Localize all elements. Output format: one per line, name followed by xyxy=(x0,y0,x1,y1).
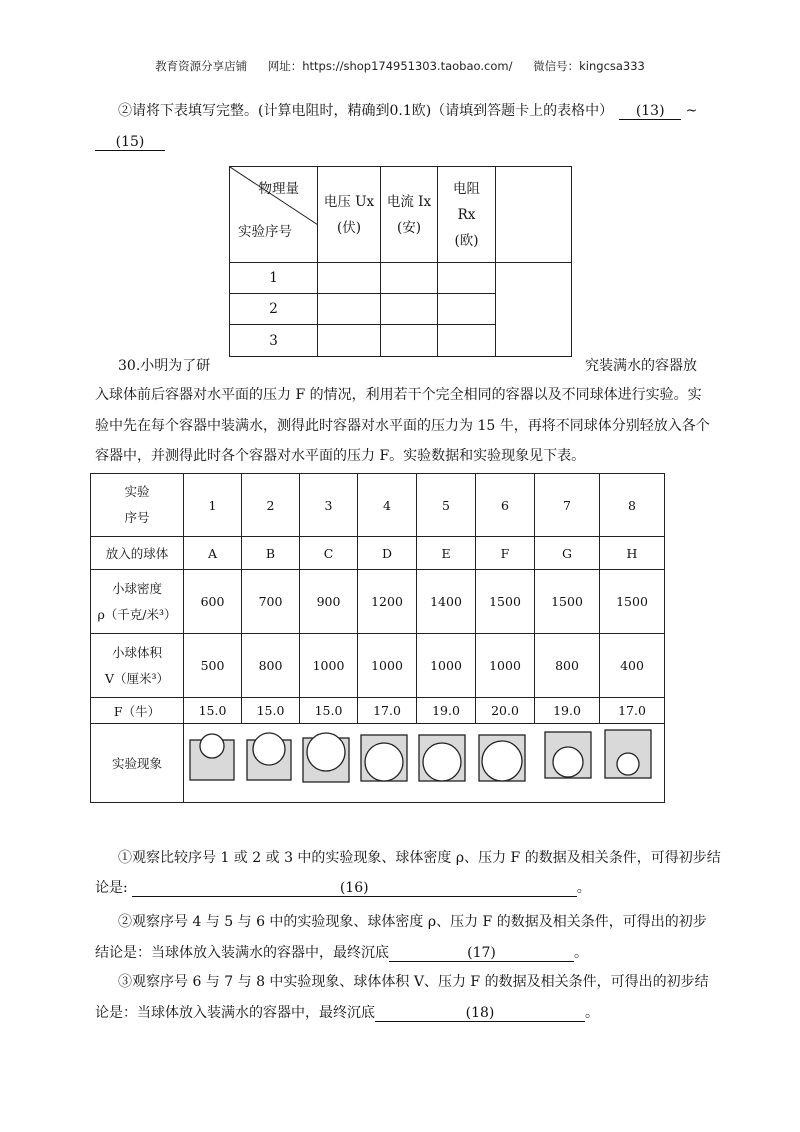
volume-cell: 800 xyxy=(242,634,300,698)
q2-text: ②请将下表填写完整。(计算电阻时，精确到0.1欧)（请填到答题卡上的表格中） xyxy=(118,103,614,119)
seq-cell: 2 xyxy=(242,474,300,537)
conclusion-1-line1: ①观察比较序号 1 或 2 或 3 中的实验现象、球体密度 ρ、压力 F 的数据及相关条件，可得初步结 xyxy=(118,850,721,866)
conclusion-3-line2: 论是：当球体放入装满水的容器中，最终沉底 (18) 。 xyxy=(95,1005,599,1021)
density-cell: 600 xyxy=(184,570,242,634)
cell-r2 xyxy=(438,294,496,325)
q2-instruction xyxy=(118,101,697,121)
conclusion-2-line2: 结论是：当球体放入装满水的容器中，最终沉底 (17) 。 xyxy=(95,945,588,961)
blank-13: (13) xyxy=(619,103,681,120)
q2-tilde: ~ xyxy=(685,103,698,119)
cell-u1 xyxy=(318,263,381,294)
ball-cell: D xyxy=(358,537,417,570)
volume-cell: 1000 xyxy=(358,634,417,698)
row-label: 1 xyxy=(230,263,318,294)
q30-line4: 容器中，并测得此时各个容器对水平面的压力 F。实验数据和实验现象见下表。 xyxy=(95,448,586,464)
volume-cell: 1000 xyxy=(417,634,476,698)
ball xyxy=(553,747,583,777)
ball-cell: A xyxy=(184,537,242,570)
phenomenon-drawing xyxy=(184,724,657,802)
cell-r3 xyxy=(438,325,496,357)
ball xyxy=(200,734,224,758)
force-cell: 19.0 xyxy=(417,698,476,724)
seq-cell: 8 xyxy=(600,474,665,537)
q30-line1-right: 究装满水的容器放 xyxy=(585,358,697,374)
ball-label: 放入的球体 xyxy=(91,537,184,570)
q30-line2: 入球体前后容器对水平面的压力 F 的情况，利用若干个完全相同的容器以及不同球体进行实验。实 xyxy=(95,387,702,403)
container-figure xyxy=(190,734,234,780)
container-figure xyxy=(303,733,349,782)
extra-header xyxy=(496,167,572,263)
container-figure xyxy=(545,732,591,778)
container-figure xyxy=(361,735,407,781)
cell-i2 xyxy=(381,294,438,325)
blank-16: (16) xyxy=(132,880,577,897)
cell-i1 xyxy=(381,263,438,294)
force-cell: 15.0 xyxy=(242,698,300,724)
force-cell: 17.0 xyxy=(600,698,665,724)
force-cell: 20.0 xyxy=(476,698,535,724)
shop-url: 网址：https://shop174951303.taobao.com/ xyxy=(267,59,513,73)
seq-cell: 3 xyxy=(300,474,358,537)
volume-cell: 800 xyxy=(535,634,600,698)
ball xyxy=(423,743,461,781)
page-header xyxy=(0,58,800,74)
force-cell: 15.0 xyxy=(184,698,242,724)
blank-17: (17) xyxy=(389,945,574,962)
force-cell: 17.0 xyxy=(358,698,417,724)
corner-bottom-label: 实验序号 xyxy=(238,224,292,240)
ball xyxy=(253,733,285,765)
force-label: F（牛） xyxy=(91,698,184,724)
blank-18: (18) xyxy=(375,1005,585,1022)
ball xyxy=(482,741,522,781)
ball xyxy=(307,733,345,771)
container-figure xyxy=(419,735,465,781)
row-label: 2 xyxy=(230,294,318,325)
ball-cell: F xyxy=(476,537,535,570)
ball-cell: H xyxy=(600,537,665,570)
seq-cell: 4 xyxy=(358,474,417,537)
force-cell: 19.0 xyxy=(535,698,600,724)
ball-cell: C xyxy=(300,537,358,570)
cell-u2 xyxy=(318,294,381,325)
extra-cell xyxy=(496,263,572,357)
cell-u3 xyxy=(318,325,381,357)
conclusion-3-line1: ③观察序号 6 与 7 与 8 中实验现象、球体体积 V、压力 F 的数据及相关条件，可得出的初步结 xyxy=(118,974,709,990)
container-figure xyxy=(479,735,525,781)
ball-cell: G xyxy=(535,537,600,570)
density-label: 小球密度 ρ（千克/米³） xyxy=(91,570,184,634)
phenomenon-cell xyxy=(184,724,665,803)
voltage-header: 电压 Ux (伏) xyxy=(318,167,381,263)
resistance-table xyxy=(229,166,572,357)
density-cell: 1500 xyxy=(476,570,535,634)
volume-cell: 400 xyxy=(600,634,665,698)
row-label: 3 xyxy=(230,325,318,357)
cell-r1 xyxy=(438,263,496,294)
conclusion-2-line1: ②观察序号 4 与 5 与 6 中的实验现象、球体密度 ρ、压力 F 的数据及相关条件，可得出的初步 xyxy=(118,914,707,930)
corner-header xyxy=(230,167,318,263)
wechat-id: 微信号：kingcsa333 xyxy=(533,59,645,73)
volume-cell: 500 xyxy=(184,634,242,698)
q30-line1-left: 30.小明为了研 xyxy=(118,358,211,374)
container-figure xyxy=(605,730,651,778)
q2-instruction-cont xyxy=(95,132,165,152)
conclusion-1-line2: 论是: (16) 。 xyxy=(95,880,591,896)
volume-cell: 1000 xyxy=(476,634,535,698)
container-figure xyxy=(247,733,291,780)
corner-top-label: 物理量 xyxy=(258,181,299,197)
density-cell: 700 xyxy=(242,570,300,634)
ball xyxy=(365,743,403,781)
density-cell: 1500 xyxy=(535,570,600,634)
density-cell: 900 xyxy=(300,570,358,634)
cell-i3 xyxy=(381,325,438,357)
seq-cell: 1 xyxy=(184,474,242,537)
ball xyxy=(617,753,639,775)
volume-label: 小球体积 V（厘米³） xyxy=(91,634,184,698)
blank-15: (15) xyxy=(95,134,165,151)
ball-cell: B xyxy=(242,537,300,570)
phenomenon-label: 实验现象 xyxy=(91,724,184,803)
resistance-header: 电阻 Rx (欧) xyxy=(438,167,496,263)
density-cell: 1400 xyxy=(417,570,476,634)
current-header: 电流 Ix (安) xyxy=(381,167,438,263)
q30-line3: 验中先在每个容器中装满水，测得此时容器对水平面的压力为 15 牛，再将不同球体分别轻放入各个 xyxy=(95,418,710,434)
seq-cell: 6 xyxy=(476,474,535,537)
experiment-table xyxy=(90,473,665,803)
force-cell: 15.0 xyxy=(300,698,358,724)
seq-cell: 5 xyxy=(417,474,476,537)
density-cell: 1500 xyxy=(600,570,665,634)
seq-cell: 7 xyxy=(535,474,600,537)
ball-cell: E xyxy=(417,537,476,570)
seq-label: 实验 序号 xyxy=(91,474,184,537)
volume-cell: 1000 xyxy=(300,634,358,698)
shop-name: 教育资源分享店铺 xyxy=(155,59,248,73)
density-cell: 1200 xyxy=(358,570,417,634)
